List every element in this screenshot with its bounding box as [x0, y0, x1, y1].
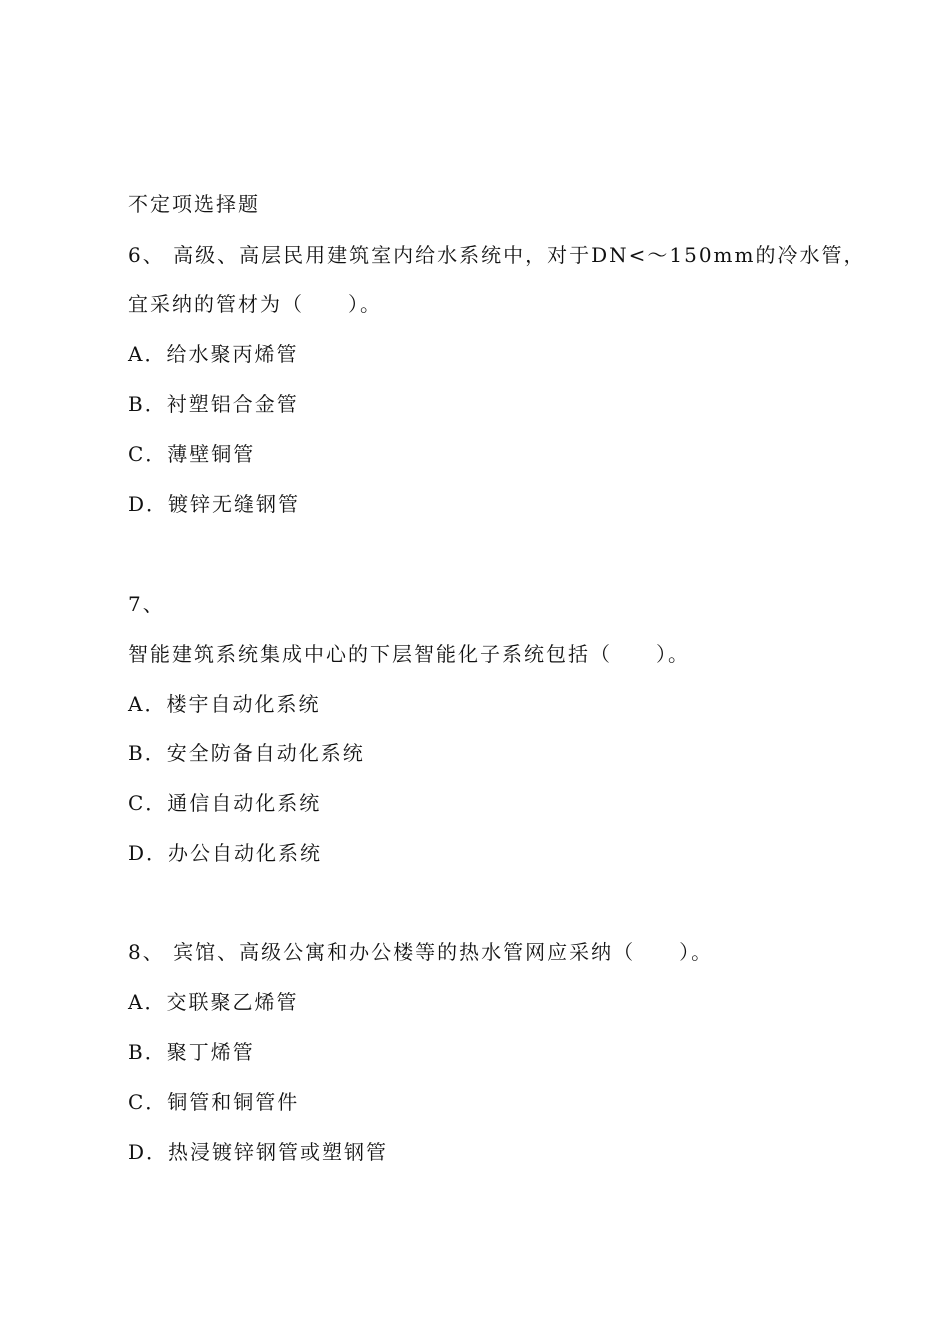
question-6-option-a: A．给水聚丙烯管 [128, 342, 299, 366]
question-6-stem-line1: 6、 高级、高层民用建筑室内给水系统中，对于DN<～150mm的冷水管， [128, 243, 866, 267]
question-7-option-b: B．安全防备自动化系统 [128, 741, 365, 765]
question-8-option-d: D．热浸镀锌钢管或塑钢管 [128, 1140, 389, 1164]
question-8-option-b: B．聚丁烯管 [128, 1040, 255, 1064]
question-6-option-b: B．衬塑铝合金管 [128, 392, 299, 416]
question-8-stem: 8、 宾馆、高级公寓和办公楼等的热水管网应采纳（ ）。 [128, 940, 714, 964]
question-8-option-a: A．交联聚乙烯管 [128, 990, 299, 1014]
question-8-option-c: C．铜管和铜管件 [128, 1090, 300, 1114]
question-7-option-c: C．通信自动化系统 [128, 791, 322, 815]
question-6-option-c: C．薄壁铜管 [128, 442, 256, 466]
question-7-option-d: D．办公自动化系统 [128, 841, 323, 865]
question-7-number: 7、 [128, 592, 165, 616]
question-7-stem: 智能建筑系统集成中心的下层智能化子系统包括（ ）。 [128, 642, 690, 666]
question-6-option-d: D．镀锌无缝钢管 [128, 492, 301, 516]
question-7-option-a: A．楼宇自动化系统 [128, 692, 321, 716]
section-heading: 不定项选择题 [128, 192, 260, 216]
question-6-stem-line2: 宜采纳的管材为（ ）。 [128, 292, 382, 316]
